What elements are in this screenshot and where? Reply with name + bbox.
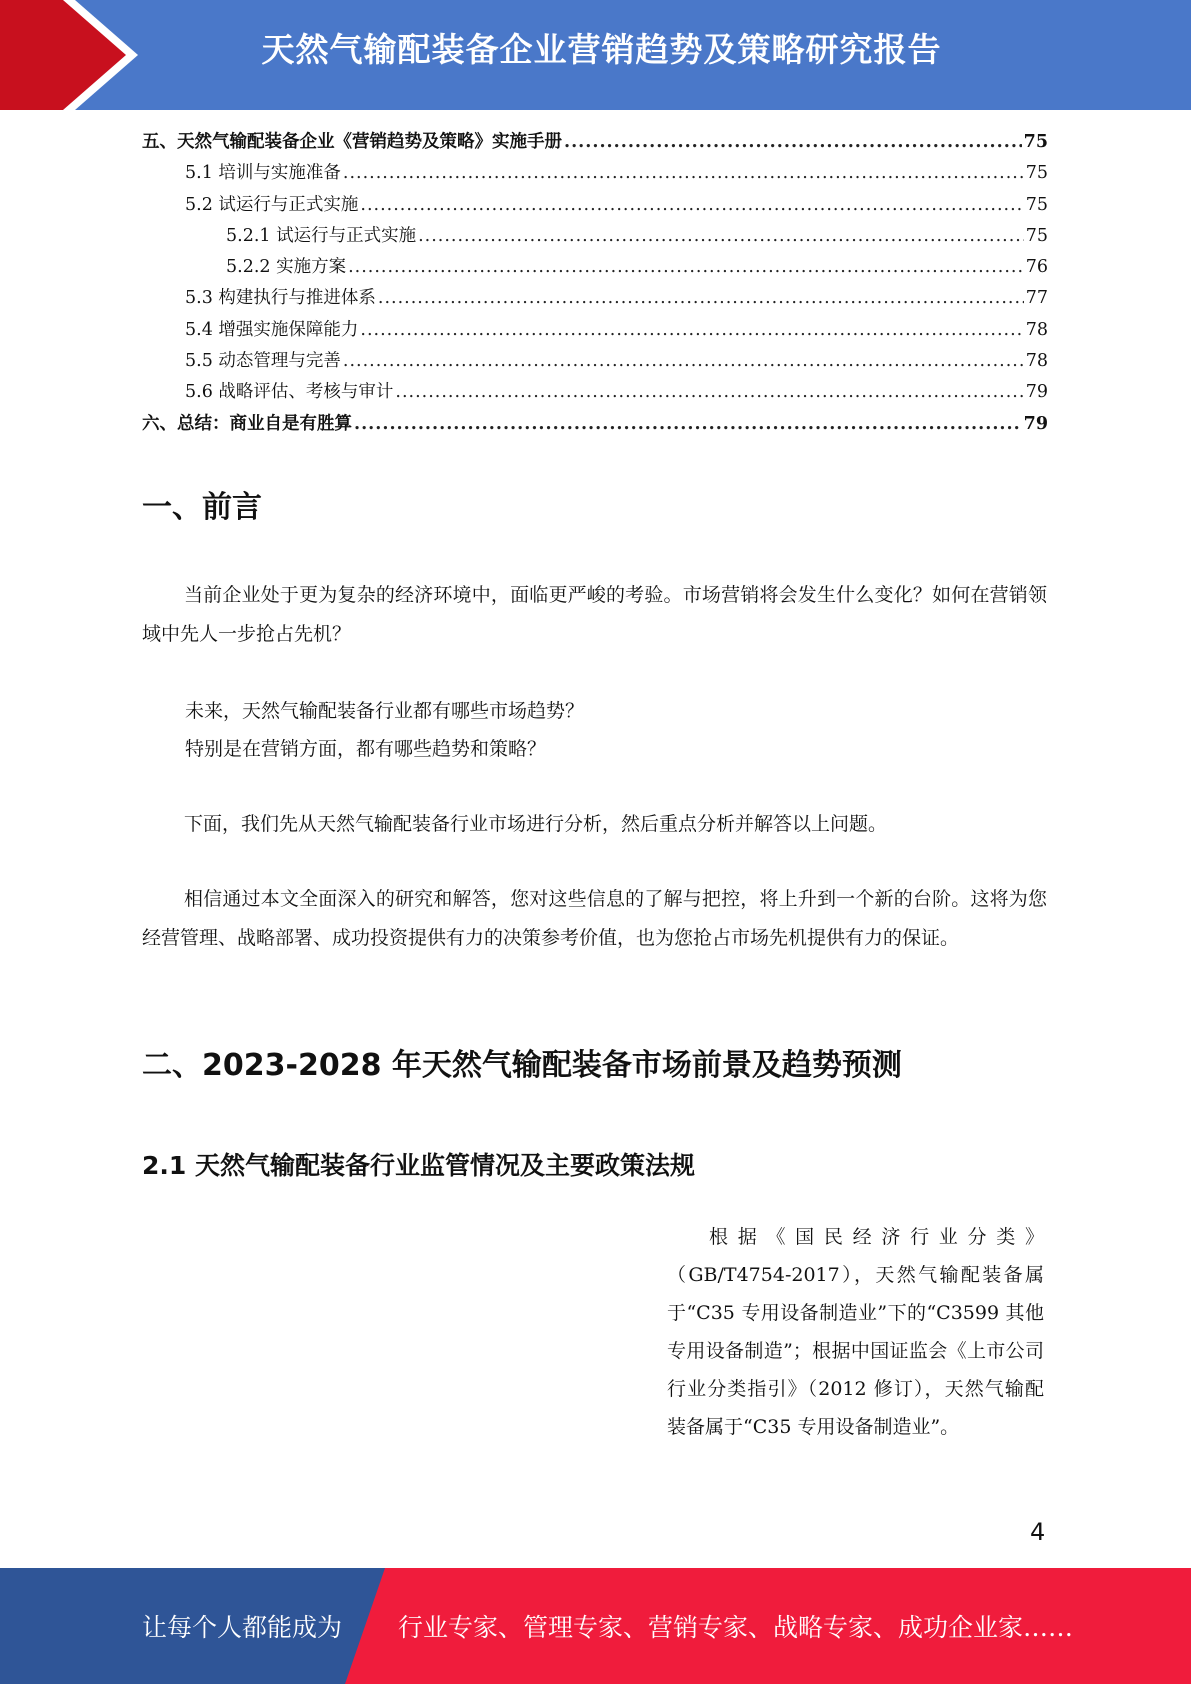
toc-entry-label: 五、天然气输配装备企业《营销趋势及策略》实施手册: [142, 132, 562, 152]
toc-leader-dots: [360, 320, 1023, 340]
toc-leader-dots: [395, 382, 1023, 402]
toc-leader-dots: [564, 132, 1022, 152]
toc-entry[interactable]: [142, 191, 1048, 222]
toc-entry[interactable]: [142, 347, 1048, 378]
toc-entry-page: 78: [1025, 319, 1048, 340]
toc-entry-page: 75: [1023, 132, 1048, 152]
toc-leader-dots: [348, 257, 1024, 277]
toc-leader-dots: [418, 226, 1024, 246]
report-title: 天然气输配装备企业营销趋势及策略研究报告: [261, 30, 942, 69]
toc-entry[interactable]: [142, 316, 1048, 347]
toc-entry-page: 75: [1025, 194, 1048, 215]
section-heading-forecast: 二、2023-2028 年天然气输配装备市场前景及趋势预测: [142, 1048, 902, 1083]
toc-entry-label: 5.2.2 实施方案: [226, 257, 347, 278]
page-number: 4: [1030, 1518, 1046, 1546]
toc-entry-page: 79: [1023, 413, 1048, 434]
toc-leader-dots: [360, 195, 1023, 215]
toc-entry-page: 79: [1025, 382, 1048, 403]
footer-slogan-left: 让每个人都能成为: [142, 1613, 343, 1642]
toc-entry-label: 5.3 构建执行与推进体系: [185, 288, 376, 309]
footer-slogan-right: 行业专家、管理专家、营销专家、战略专家、成功企业家……: [398, 1613, 1074, 1642]
toc-entry-label: 5.5 动态管理与完善: [185, 351, 341, 372]
toc-entry[interactable]: [142, 284, 1048, 315]
toc-entry[interactable]: [142, 222, 1048, 253]
toc-entry-page: 78: [1025, 351, 1048, 372]
page-footer: [0, 1568, 1191, 1684]
preface-question-2: 特别是在营销方面，都有哪些趋势和策略？: [185, 738, 547, 760]
toc-entry-page: 76: [1025, 257, 1048, 278]
toc-entry-label: 六、总结：商业自是有胜算: [142, 413, 352, 434]
toc-leader-dots: [354, 414, 1022, 434]
toc-leader-dots: [378, 288, 1024, 308]
toc-entry[interactable]: [142, 410, 1048, 441]
toc-entry-label: 5.1 培训与实施准备: [185, 163, 341, 184]
toc-entry[interactable]: [142, 253, 1048, 284]
preface-paragraph-3: 相信通过本文全面深入的研究和解答，您对这些信息的了解与把控，将上升到一个新的台阶。这将为您经营管理、战略部署、成功投资提供有力的决策参考价值，也为您抢占市场先机提供有力的保证。: [142, 888, 1047, 949]
toc-leader-dots: [343, 351, 1024, 371]
toc-entry[interactable]: [142, 159, 1048, 190]
toc-entry[interactable]: [142, 128, 1048, 159]
toc-entry-page: 77: [1025, 288, 1048, 309]
toc-entry-page: 75: [1025, 225, 1048, 246]
toc-entry-label: 5.4 增强实施保障能力: [185, 319, 359, 340]
page-header: [0, 0, 1191, 110]
preface-paragraph-1: 当前企业处于更为复杂的经济环境中，面临更严峻的考验。市场营销将会发生什么变化？如何在营销领域中先人一步抢占先机？: [142, 584, 1047, 645]
subsection-heading-regulation: 2.1 天然气输配装备行业监管情况及主要政策法规: [142, 1151, 695, 1180]
toc-entry-page: 75: [1025, 163, 1048, 184]
preface-question-1: 未来，天然气输配装备行业都有哪些市场趋势？: [185, 700, 585, 722]
regulation-paragraph: 根据《国民经济行业分类》（GB/T4754-2017），天然气输配装备属于“C35 专用设备制造业”下的“C3599 其他专用设备制造”；根据中国证监会《上市公司行业分类指引》（2012 修订），天然气输配装备属于“C35 专用设备制造业”。: [667, 1226, 1044, 1438]
table-of-contents: [142, 128, 1048, 441]
toc-entry-label: 5.2.1 试运行与正式实施: [226, 225, 417, 246]
toc-entry[interactable]: [142, 378, 1048, 409]
preface-paragraph-2: 下面，我们先从天然气输配装备行业市场进行分析，然后重点分析并解答以上问题。: [184, 813, 888, 835]
toc-leader-dots: [343, 163, 1024, 183]
toc-entry-label: 5.2 试运行与正式实施: [185, 194, 359, 215]
toc-entry-label: 5.6 战略评估、考核与审计: [185, 382, 394, 403]
section-heading-preface: 一、前言: [142, 490, 262, 525]
